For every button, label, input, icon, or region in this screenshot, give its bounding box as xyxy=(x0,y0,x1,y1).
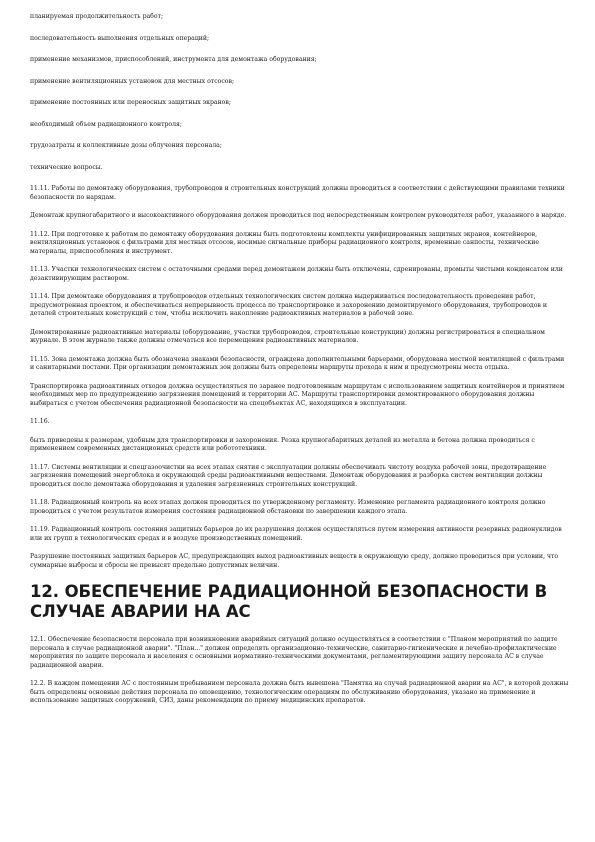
paragraph-11-11: 11.11. Работы по демонтажу оборудования, трубопроводов и строительных конструкций должны проводиться в соответствии с действующими правилами техники безопасности по нарядам. xyxy=(30,185,565,201)
list-item: необходимый объем радиационного контроля; xyxy=(30,120,182,128)
paragraph-11-17: 11.17. Системы вентиляции и спецгазоочистки на всех этапах снятия с эксплуатации должны обеспечивать чистоту воздуха рабочей зоны, предотвращение загрязнения помещений энергоблока и окружающей среды радиоактивными веществами. Демонтаж оборудования и разборка систем вентиляции должны проводиться после демонтажа оборудования и удаления загрязненных строительных конструкций. xyxy=(30,463,547,488)
list-item: применение вентиляционных установок для местных отсосов; xyxy=(30,77,235,85)
list-item: последовательность выполнения отдельных операций; xyxy=(30,34,210,42)
paragraph-11-16: 11.16. xyxy=(30,418,50,425)
paragraph-11-12: 11.12. При подготовке к работам по демонтажу оборудования должны быть подготовлены комплекты унифицированных защитных экранов, контейнеров, вентиляционных установок с фильтрами для местных отсосов, носимые сигнальные приборы радиационного контроля, временные санпосты, технические материалы, приспособления и инструмент. xyxy=(30,230,540,255)
paragraph-11-15: 11.15. Зона демонтажа должна быть обозначена знаками безопасности, ограждена дополнительными барьерами, оборудована местной вентиляцией с фильтрами и санитарными постами. При организации демонтажных зон должны быть определены маршруты прохода к ним и предусмотрены места отдыха. xyxy=(30,355,565,371)
paragraph: Демонтированные радиоактивные материалы (оборудование, участки трубопроводов, строительные конструкции) должны регистрироваться в специальном журнале. В этом журнале также должны отмечаться все перемещения радиоактивных материалов. xyxy=(30,328,545,344)
paragraph-11-13: 11.13. Участки технологических систем с остаточными средами перед демонтажем должны быть отключены, сдренированы, промыты чистыми конденсатом или дезактивирующим раствором. xyxy=(30,266,563,282)
list-item: применение постоянных или переносных защитных экранов; xyxy=(30,99,231,106)
list-item: применение механизмов, приспособлений, инструмента для демонтажа оборудования; xyxy=(30,56,317,63)
list-item: планируемая продолжительность работ; xyxy=(30,13,164,20)
measures-list xyxy=(30,13,570,172)
list-item: трудозатраты и коллективные дозы облучения персонала; xyxy=(30,142,222,149)
section-11-paragraphs xyxy=(30,185,570,570)
paragraph-11-14: 11.14. При демонтаже оборудования и трубопроводов отдельных технологических систем должна выдерживаться последовательность проведения работ, предусмотренная проектом, и обеспечиваться непрерывность процесса по транспортировке и захоронению демонтируемого оборудования, трубопроводов и деталей строительных конструкций с тем, чтобы исключить накопление радиоактивных материалов в рабочей зоне. xyxy=(30,293,547,317)
section-12-heading: 12. ОБЕСПЕЧЕНИЕ РАДИАЦИОННОЙ БЕЗОПАСНОСТИ В СЛУЧАЕ АВАРИИ НА АС xyxy=(30,582,548,621)
paragraph-11-19: 11.19. Радиационный контроль состояния защитных барьеров до их разрушения должен осуществляться путем измерения активности резервных радионуклидов или их групп в технологических средах и в воздухе производственных помещений. xyxy=(30,526,562,542)
paragraph-11-18: 11.18. Радиационный контроль на всех этапах должен проводиться по утвержденному регламенту. Изменение регламента радиационного контроля должно проводиться с учетом результатов измерения состояния радиационной обстановки по завершении каждого этапа. xyxy=(30,499,546,515)
list-item: технические вопросы. xyxy=(30,163,103,171)
paragraph: Транспортировка радиоактивных отходов должна осуществляться по заранее подготовленным маршрутам с использованием защитных контейнеров и принятием необходимых мер по предупреждению загрязнения помещений и территории АС. Маршруты транспортировки демонтированного оборудования должны выбираться с учетом обеспечения радиационной безопасности на спецобъектах АС, находящихся в эксплуатации. xyxy=(30,382,565,407)
section-12-paragraphs xyxy=(30,636,570,706)
paragraph: Разрушение постоянных защитных барьеров АС, предупреждающих выход радиоактивных веществ в окружающую среду, должно проводиться при условии, что суммарные выбросы и сбросы не превысят предельно допустимых величин. xyxy=(30,553,559,569)
paragraph: быть приведены к размерам, удобным для транспортировки и захоронения. Резка крупногабаритных деталей из металла и бетона должна проводиться с применением современных дистанционных средств или робототехники. xyxy=(30,436,535,452)
document-body xyxy=(30,13,570,716)
paragraph-12-1: 12.1. Обеспечение безопасности персонала при возникновении аварийных ситуаций должно осуществляться в соответствии с "Планом мероприятий по защите персонала в случае радиационной аварии". "План..." должен определять организационно-технические, санитарно-гигиенические и лечебно-профилактические мероприятия по защите персонала и населения с основными нормативно-техническими документами, регламентирующими защиту персонала АС в случае радиационной аварии. xyxy=(30,636,558,669)
paragraph-12-2: 12.2. В каждом помещении АС с постоянным пребыванием персонала должна быть вывешена "Памятка на случай радиационной аварии на АС", в которой должны быть определены основные действия персонала по оповещению, технологическим операциям по обслуживанию оборудования, указано на применение и использование защитных сооружений, СИЗ, даны рекомендации по приему медицинских препаратов. xyxy=(30,680,569,704)
paragraph: Демонтаж крупногабаритного и высокоактивного оборудования должен проводиться под непосредственным контролем руководителя работ, указанного в наряде. xyxy=(30,212,567,219)
